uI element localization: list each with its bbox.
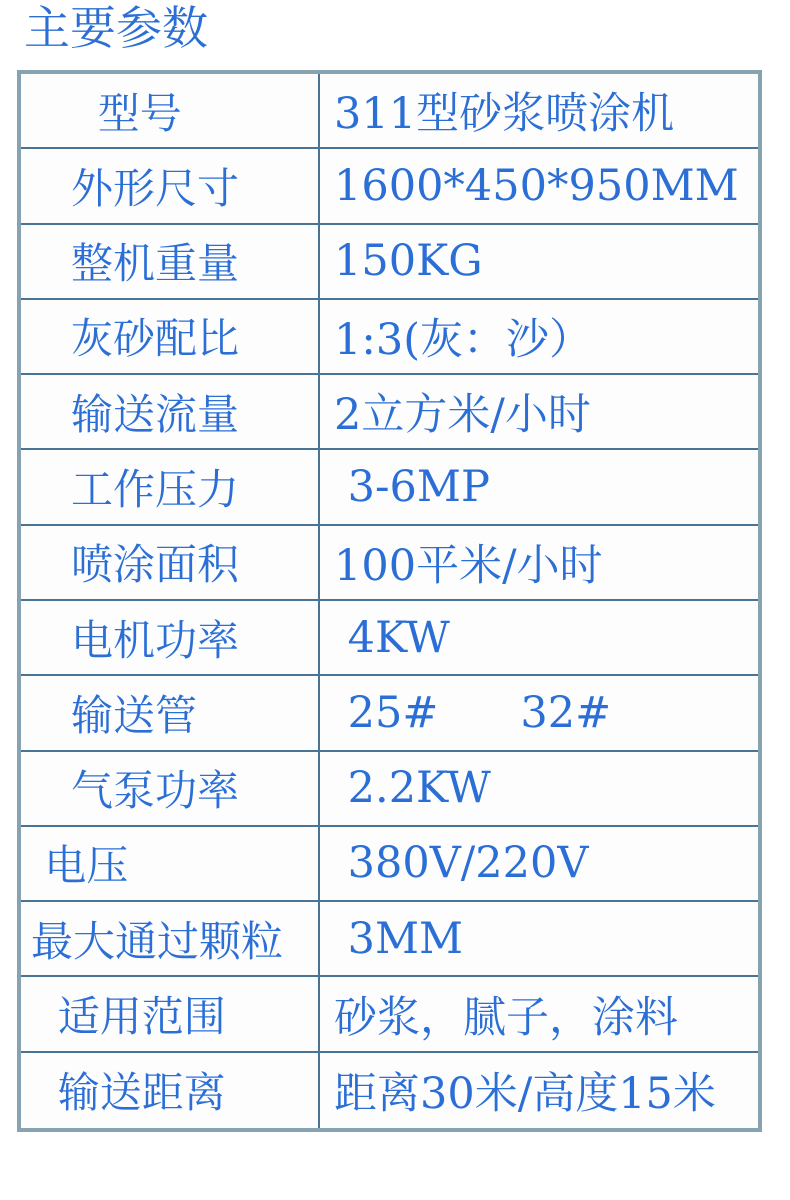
spec-value: 100平米/小时	[334, 540, 603, 591]
spec-label: 电机功率	[21, 601, 320, 674]
spec-value: 2立方米/小时	[334, 390, 591, 441]
spec-label: 整机重量	[21, 225, 320, 298]
spec-label: 电压	[21, 827, 320, 900]
table-row-mix-ratio	[21, 300, 758, 375]
spec-value: 380V/220V	[334, 838, 589, 889]
spec-value: 距离30米/高度15米	[334, 1068, 716, 1119]
spec-value: 311型砂浆喷涂机	[334, 89, 675, 140]
table-row-weight	[21, 225, 758, 300]
spec-value: 150KG	[334, 236, 483, 287]
page-title: 主要参数	[24, 1, 208, 55]
table-row-dimensions	[21, 149, 758, 224]
spec-value: 1:3(灰：沙）	[334, 314, 592, 365]
table-row-conveying-pipe	[21, 676, 758, 751]
table-row-voltage	[21, 827, 758, 902]
spec-value: 25# 32#	[334, 687, 612, 738]
table-row-application-range	[21, 977, 758, 1052]
table-row-flow-rate	[21, 375, 758, 450]
spec-value: 3-6MP	[334, 462, 490, 513]
spec-label: 型号	[21, 74, 320, 147]
spec-label: 外形尺寸	[21, 149, 320, 222]
spec-label: 工作压力	[21, 450, 320, 523]
table-row-spray-area	[21, 526, 758, 601]
spec-value: 4KW	[334, 612, 450, 663]
spec-label: 灰砂配比	[21, 300, 320, 373]
spec-label: 适用范围	[21, 977, 320, 1050]
table-row-motor-power	[21, 601, 758, 676]
table-row-model	[21, 74, 758, 149]
spec-value: 砂浆，腻子，涂料	[334, 992, 678, 1043]
table-row-working-pressure	[21, 450, 758, 525]
table-row-conveying-distance	[21, 1053, 758, 1128]
spec-value: 1600*450*950MM	[334, 160, 739, 211]
spec-label: 输送管	[21, 676, 320, 749]
spec-value: 3MM	[334, 913, 464, 964]
spec-label: 喷涂面积	[21, 526, 320, 599]
table-row-air-pump-power	[21, 752, 758, 827]
spec-label: 输送流量	[21, 375, 320, 448]
spec-table	[17, 70, 762, 1132]
spec-label: 输送距离	[21, 1053, 320, 1128]
spec-value: 2.2KW	[334, 763, 491, 814]
spec-label: 最大通过颗粒	[21, 902, 320, 975]
table-row-max-particle	[21, 902, 758, 977]
spec-label: 气泵功率	[21, 752, 320, 825]
